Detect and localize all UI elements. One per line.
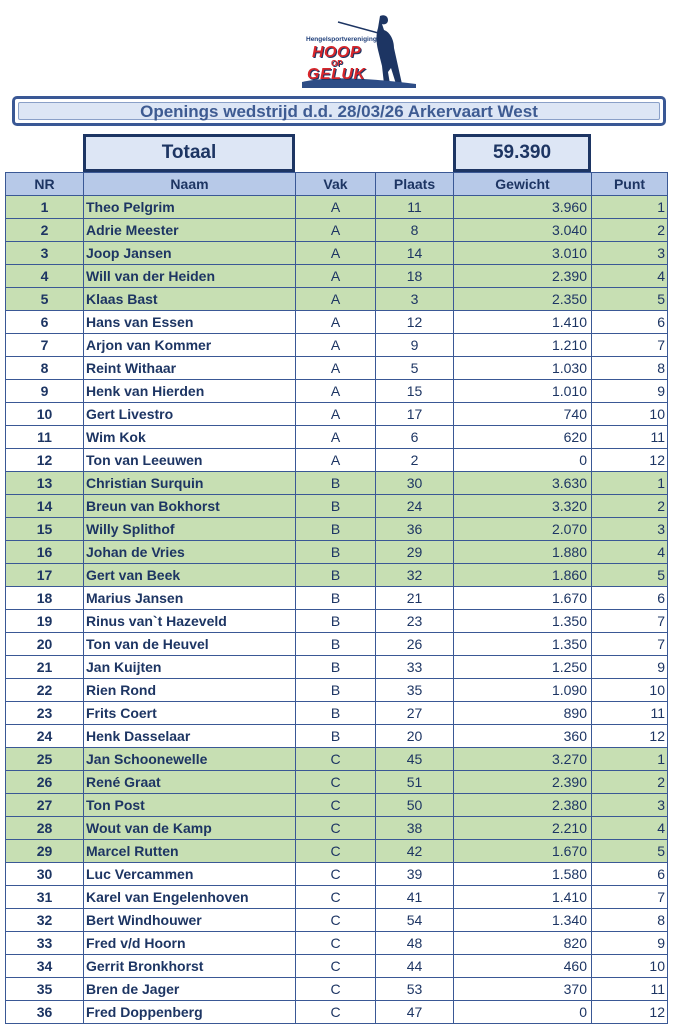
cell-plaats: 27 xyxy=(376,702,454,725)
cell-nr: 23 xyxy=(6,702,84,725)
table-row xyxy=(6,495,668,518)
cell-vak: B xyxy=(296,541,376,564)
cell-punt: 2 xyxy=(592,495,668,518)
cell-punt: 8 xyxy=(592,909,668,932)
cell-naam: Theo Pelgrim xyxy=(84,196,296,219)
cell-nr: 11 xyxy=(6,426,84,449)
cell-naam: Breun van Bokhorst xyxy=(84,495,296,518)
cell-plaats: 42 xyxy=(376,840,454,863)
cell-gewicht: 460 xyxy=(454,955,592,978)
table-row xyxy=(6,978,668,1001)
cell-vak: A xyxy=(296,242,376,265)
cell-plaats: 23 xyxy=(376,610,454,633)
cell-naam: Luc Vercammen xyxy=(84,863,296,886)
cell-punt: 7 xyxy=(592,610,668,633)
cell-vak: C xyxy=(296,863,376,886)
cell-vak: B xyxy=(296,633,376,656)
cell-nr: 24 xyxy=(6,725,84,748)
table-row xyxy=(6,679,668,702)
table-row xyxy=(6,656,668,679)
logo-word-hoop: HOOP xyxy=(312,44,362,61)
cell-plaats: 45 xyxy=(376,748,454,771)
cell-naam: Wout van de Kamp xyxy=(84,817,296,840)
cell-vak: B xyxy=(296,610,376,633)
cell-naam: Klaas Bast xyxy=(84,288,296,311)
table-row xyxy=(6,196,668,219)
table-row xyxy=(6,955,668,978)
cell-plaats: 30 xyxy=(376,472,454,495)
cell-gewicht: 3.630 xyxy=(454,472,592,495)
cell-plaats: 54 xyxy=(376,909,454,932)
cell-nr: 25 xyxy=(6,748,84,771)
cell-nr: 5 xyxy=(6,288,84,311)
cell-punt: 3 xyxy=(592,242,668,265)
cell-naam: Henk Dasselaar xyxy=(84,725,296,748)
cell-plaats: 3 xyxy=(376,288,454,311)
cell-nr: 13 xyxy=(6,472,84,495)
cell-vak: B xyxy=(296,564,376,587)
logo-word-geluk: GELUK xyxy=(307,66,366,83)
cell-punt: 9 xyxy=(592,656,668,679)
cell-punt: 1 xyxy=(592,748,668,771)
table-row xyxy=(6,840,668,863)
cell-vak: C xyxy=(296,886,376,909)
cell-vak: A xyxy=(296,196,376,219)
total-label: Totaal xyxy=(83,134,295,172)
cell-nr: 27 xyxy=(6,794,84,817)
cell-vak: A xyxy=(296,357,376,380)
cell-naam: Adrie Meester xyxy=(84,219,296,242)
cell-plaats: 20 xyxy=(376,725,454,748)
header-nr: NR xyxy=(6,173,84,196)
cell-nr: 36 xyxy=(6,1001,84,1024)
cell-plaats: 47 xyxy=(376,1001,454,1024)
results-table xyxy=(5,172,668,1024)
header-plaats: Plaats xyxy=(376,173,454,196)
cell-nr: 2 xyxy=(6,219,84,242)
table-row xyxy=(6,403,668,426)
cell-nr: 20 xyxy=(6,633,84,656)
cell-naam: Bert Windhouwer xyxy=(84,909,296,932)
cell-gewicht: 1.580 xyxy=(454,863,592,886)
logo-word-op: OP xyxy=(331,59,343,68)
header-gewicht: Gewicht xyxy=(454,173,592,196)
cell-vak: A xyxy=(296,426,376,449)
header-vak: Vak xyxy=(296,173,376,196)
cell-nr: 30 xyxy=(6,863,84,886)
cell-vak: C xyxy=(296,955,376,978)
cell-gewicht: 0 xyxy=(454,1001,592,1024)
cell-nr: 3 xyxy=(6,242,84,265)
cell-nr: 1 xyxy=(6,196,84,219)
cell-gewicht: 2.390 xyxy=(454,265,592,288)
cell-nr: 6 xyxy=(6,311,84,334)
cell-punt: 7 xyxy=(592,886,668,909)
cell-punt: 12 xyxy=(592,449,668,472)
cell-naam: Karel van Engelenhoven xyxy=(84,886,296,909)
table-row xyxy=(6,219,668,242)
cell-naam: Ton Post xyxy=(84,794,296,817)
cell-naam: Jan Schoonewelle xyxy=(84,748,296,771)
cell-vak: B xyxy=(296,656,376,679)
cell-naam: Bren de Jager xyxy=(84,978,296,1001)
cell-plaats: 26 xyxy=(376,633,454,656)
table-row xyxy=(6,334,668,357)
cell-punt: 10 xyxy=(592,679,668,702)
cell-vak: C xyxy=(296,978,376,1001)
cell-gewicht: 1.880 xyxy=(454,541,592,564)
page-title: Openings wedstrijd d.d. 28/03/26 Arkervaart West xyxy=(18,102,660,120)
table-row xyxy=(6,288,668,311)
table-row xyxy=(6,794,668,817)
cell-gewicht: 2.380 xyxy=(454,794,592,817)
cell-plaats: 5 xyxy=(376,357,454,380)
cell-vak: A xyxy=(296,311,376,334)
cell-nr: 32 xyxy=(6,909,84,932)
cell-vak: C xyxy=(296,1001,376,1024)
table-row xyxy=(6,1001,668,1024)
cell-nr: 34 xyxy=(6,955,84,978)
table-row xyxy=(6,426,668,449)
cell-gewicht: 3.960 xyxy=(454,196,592,219)
cell-plaats: 9 xyxy=(376,334,454,357)
cell-gewicht: 1.410 xyxy=(454,311,592,334)
table-row xyxy=(6,771,668,794)
cell-punt: 7 xyxy=(592,633,668,656)
cell-naam: Gert Livestro xyxy=(84,403,296,426)
cell-nr: 31 xyxy=(6,886,84,909)
cell-punt: 6 xyxy=(592,587,668,610)
total-value: 59.390 xyxy=(453,134,591,172)
cell-plaats: 17 xyxy=(376,403,454,426)
cell-vak: A xyxy=(296,219,376,242)
cell-plaats: 14 xyxy=(376,242,454,265)
cell-gewicht: 2.350 xyxy=(454,288,592,311)
cell-punt: 10 xyxy=(592,955,668,978)
cell-naam: Arjon van Kommer xyxy=(84,334,296,357)
cell-plaats: 53 xyxy=(376,978,454,1001)
table-row xyxy=(6,863,668,886)
cell-naam: Joop Jansen xyxy=(84,242,296,265)
cell-vak: A xyxy=(296,288,376,311)
table-row xyxy=(6,564,668,587)
cell-naam: Gert van Beek xyxy=(84,564,296,587)
cell-punt: 3 xyxy=(592,794,668,817)
table-row xyxy=(6,633,668,656)
cell-nr: 7 xyxy=(6,334,84,357)
cell-nr: 26 xyxy=(6,771,84,794)
cell-punt: 9 xyxy=(592,380,668,403)
cell-nr: 10 xyxy=(6,403,84,426)
cell-punt: 11 xyxy=(592,978,668,1001)
cell-gewicht: 3.320 xyxy=(454,495,592,518)
table-row xyxy=(6,909,668,932)
cell-gewicht: 620 xyxy=(454,426,592,449)
cell-plaats: 12 xyxy=(376,311,454,334)
cell-nr: 33 xyxy=(6,932,84,955)
cell-gewicht: 1.670 xyxy=(454,587,592,610)
cell-gewicht: 1.340 xyxy=(454,909,592,932)
cell-naam: Marius Jansen xyxy=(84,587,296,610)
cell-plaats: 38 xyxy=(376,817,454,840)
header-naam: Naam xyxy=(84,173,296,196)
cell-gewicht: 820 xyxy=(454,932,592,955)
cell-gewicht: 1.090 xyxy=(454,679,592,702)
table-row xyxy=(6,380,668,403)
cell-nr: 29 xyxy=(6,840,84,863)
cell-plaats: 2 xyxy=(376,449,454,472)
cell-punt: 9 xyxy=(592,932,668,955)
cell-punt: 2 xyxy=(592,771,668,794)
cell-naam: Gerrit Bronkhorst xyxy=(84,955,296,978)
cell-vak: B xyxy=(296,679,376,702)
cell-gewicht: 890 xyxy=(454,702,592,725)
cell-gewicht: 370 xyxy=(454,978,592,1001)
cell-plaats: 8 xyxy=(376,219,454,242)
cell-nr: 21 xyxy=(6,656,84,679)
cell-naam: Willy Splithof xyxy=(84,518,296,541)
cell-punt: 8 xyxy=(592,357,668,380)
cell-vak: A xyxy=(296,265,376,288)
cell-nr: 9 xyxy=(6,380,84,403)
cell-plaats: 6 xyxy=(376,426,454,449)
cell-nr: 22 xyxy=(6,679,84,702)
cell-plaats: 32 xyxy=(376,564,454,587)
cell-vak: B xyxy=(296,472,376,495)
cell-nr: 35 xyxy=(6,978,84,1001)
cell-gewicht: 740 xyxy=(454,403,592,426)
cell-plaats: 50 xyxy=(376,794,454,817)
cell-vak: A xyxy=(296,334,376,357)
table-row xyxy=(6,472,668,495)
cell-naam: Christian Surquin xyxy=(84,472,296,495)
cell-gewicht: 0 xyxy=(454,449,592,472)
cell-naam: Ton van Leeuwen xyxy=(84,449,296,472)
cell-naam: Ton van de Heuvel xyxy=(84,633,296,656)
cell-gewicht: 2.390 xyxy=(454,771,592,794)
cell-vak: C xyxy=(296,817,376,840)
cell-gewicht: 1.210 xyxy=(454,334,592,357)
cell-nr: 4 xyxy=(6,265,84,288)
cell-plaats: 48 xyxy=(376,932,454,955)
table-row xyxy=(6,725,668,748)
table-row xyxy=(6,610,668,633)
cell-punt: 3 xyxy=(592,518,668,541)
cell-vak: B xyxy=(296,495,376,518)
cell-gewicht: 3.040 xyxy=(454,219,592,242)
cell-punt: 11 xyxy=(592,702,668,725)
cell-vak: C xyxy=(296,771,376,794)
cell-gewicht: 1.250 xyxy=(454,656,592,679)
table-row xyxy=(6,242,668,265)
cell-vak: B xyxy=(296,518,376,541)
cell-gewicht: 1.010 xyxy=(454,380,592,403)
cell-vak: B xyxy=(296,702,376,725)
cell-plaats: 18 xyxy=(376,265,454,288)
title-banner xyxy=(12,96,666,126)
cell-plaats: 33 xyxy=(376,656,454,679)
cell-gewicht: 1.350 xyxy=(454,610,592,633)
table-row xyxy=(6,541,668,564)
cell-punt: 10 xyxy=(592,403,668,426)
cell-vak: C xyxy=(296,932,376,955)
table-row xyxy=(6,817,668,840)
cell-plaats: 29 xyxy=(376,541,454,564)
cell-punt: 5 xyxy=(592,288,668,311)
cell-gewicht: 3.010 xyxy=(454,242,592,265)
table-row xyxy=(6,702,668,725)
club-logo xyxy=(298,12,418,88)
cell-naam: Marcel Rutten xyxy=(84,840,296,863)
table-row xyxy=(6,886,668,909)
cell-plaats: 35 xyxy=(376,679,454,702)
cell-plaats: 15 xyxy=(376,380,454,403)
cell-plaats: 51 xyxy=(376,771,454,794)
cell-naam: Fred Doppenberg xyxy=(84,1001,296,1024)
cell-plaats: 36 xyxy=(376,518,454,541)
cell-plaats: 41 xyxy=(376,886,454,909)
cell-punt: 7 xyxy=(592,334,668,357)
cell-nr: 16 xyxy=(6,541,84,564)
cell-nr: 17 xyxy=(6,564,84,587)
cell-plaats: 21 xyxy=(376,587,454,610)
cell-vak: A xyxy=(296,380,376,403)
logo-subtitle: Hengelsportvereniging xyxy=(306,36,377,43)
cell-vak: B xyxy=(296,725,376,748)
cell-vak: A xyxy=(296,403,376,426)
cell-punt: 2 xyxy=(592,219,668,242)
cell-punt: 5 xyxy=(592,840,668,863)
cell-punt: 1 xyxy=(592,472,668,495)
cell-nr: 8 xyxy=(6,357,84,380)
table-row xyxy=(6,518,668,541)
table-row xyxy=(6,311,668,334)
cell-punt: 4 xyxy=(592,817,668,840)
cell-naam: Fred v/d Hoorn xyxy=(84,932,296,955)
table-row xyxy=(6,748,668,771)
cell-naam: Hans van Essen xyxy=(84,311,296,334)
cell-gewicht: 360 xyxy=(454,725,592,748)
cell-naam: Reint Withaar xyxy=(84,357,296,380)
cell-plaats: 44 xyxy=(376,955,454,978)
cell-gewicht: 1.860 xyxy=(454,564,592,587)
cell-punt: 4 xyxy=(592,265,668,288)
cell-nr: 15 xyxy=(6,518,84,541)
table-row xyxy=(6,587,668,610)
cell-naam: René Graat xyxy=(84,771,296,794)
header-punt: Punt xyxy=(592,173,668,196)
cell-plaats: 24 xyxy=(376,495,454,518)
cell-plaats: 11 xyxy=(376,196,454,219)
cell-nr: 28 xyxy=(6,817,84,840)
cell-vak: B xyxy=(296,587,376,610)
cell-gewicht: 1.670 xyxy=(454,840,592,863)
cell-punt: 12 xyxy=(592,1001,668,1024)
cell-nr: 18 xyxy=(6,587,84,610)
cell-vak: A xyxy=(296,449,376,472)
cell-punt: 11 xyxy=(592,426,668,449)
cell-naam: Henk van Hierden xyxy=(84,380,296,403)
cell-naam: Jan Kuijten xyxy=(84,656,296,679)
cell-naam: Wim Kok xyxy=(84,426,296,449)
cell-gewicht: 2.210 xyxy=(454,817,592,840)
cell-naam: Rinus van`t Hazeveld xyxy=(84,610,296,633)
cell-naam: Frits Coert xyxy=(84,702,296,725)
cell-punt: 6 xyxy=(592,311,668,334)
cell-nr: 14 xyxy=(6,495,84,518)
table-row xyxy=(6,357,668,380)
cell-punt: 4 xyxy=(592,541,668,564)
cell-plaats: 39 xyxy=(376,863,454,886)
table-row xyxy=(6,449,668,472)
table-header-row xyxy=(6,173,668,196)
cell-punt: 6 xyxy=(592,863,668,886)
cell-gewicht: 3.270 xyxy=(454,748,592,771)
cell-gewicht: 2.070 xyxy=(454,518,592,541)
cell-nr: 12 xyxy=(6,449,84,472)
cell-gewicht: 1.410 xyxy=(454,886,592,909)
cell-punt: 5 xyxy=(592,564,668,587)
cell-punt: 12 xyxy=(592,725,668,748)
cell-vak: C xyxy=(296,840,376,863)
cell-gewicht: 1.350 xyxy=(454,633,592,656)
cell-vak: C xyxy=(296,794,376,817)
cell-naam: Rien Rond xyxy=(84,679,296,702)
cell-punt: 1 xyxy=(592,196,668,219)
cell-nr: 19 xyxy=(6,610,84,633)
cell-vak: C xyxy=(296,748,376,771)
cell-vak: C xyxy=(296,909,376,932)
cell-naam: Will van der Heiden xyxy=(84,265,296,288)
table-body xyxy=(6,196,668,1024)
cell-gewicht: 1.030 xyxy=(454,357,592,380)
table-row xyxy=(6,932,668,955)
table-row xyxy=(6,265,668,288)
cell-naam: Johan de Vries xyxy=(84,541,296,564)
